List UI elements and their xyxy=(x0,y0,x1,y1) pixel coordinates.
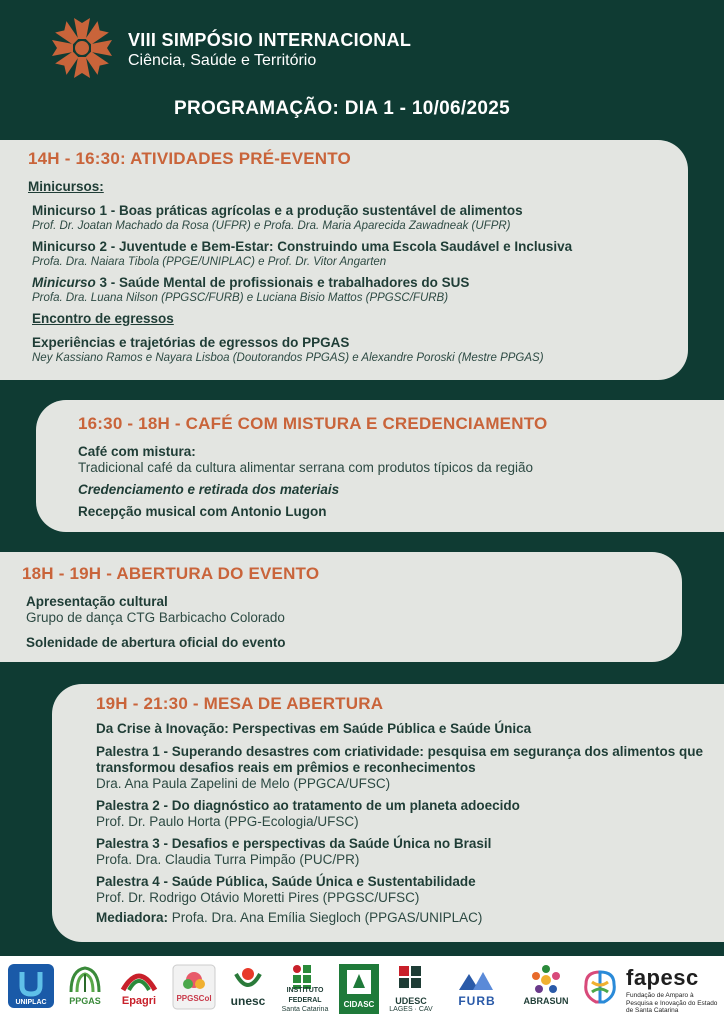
header xyxy=(0,0,724,140)
sponsor-label: PPGAS xyxy=(69,996,101,1006)
ppgas-logo-icon xyxy=(65,964,105,994)
event-logo-icon xyxy=(48,14,116,82)
sponsor-ppgscol xyxy=(170,964,218,1018)
cafe-description: Tradicional café da cultura alimentar serrana com produtos típicos da região xyxy=(78,460,533,475)
section-pre-event xyxy=(0,140,688,380)
sponsor-label: ABRASUN xyxy=(523,996,569,1006)
minicurso-title: Minicurso 2 - Juventude e Bem-Estar: Construindo uma Escola Saudável e Inclusiva xyxy=(32,239,573,254)
minicurso-2 xyxy=(32,239,678,269)
unesc-logo-icon xyxy=(230,966,266,996)
section-title: 16:30 - 18H - CAFÉ COM MISTURA E CREDENCIAMENTO xyxy=(78,414,548,433)
palestra-title: Palestra 4 - Saúde Pública, Saúde Única e Sustentabilidade xyxy=(96,874,476,889)
day-title: PROGRAMAÇÃO: DIA 1 - 10/06/2025 xyxy=(174,98,510,119)
sponsor-epagri xyxy=(114,964,164,1018)
udesc-logo-icon xyxy=(399,966,423,988)
abrasun-logo-icon xyxy=(528,964,564,996)
sponsor-uniplac xyxy=(6,964,56,1018)
mesa-theme: Da Crise à Inovação: Perspectivas em Saúde Pública e Saúde Única xyxy=(96,721,532,736)
solenidade: Solenidade de abertura oficial do evento xyxy=(26,635,286,650)
sponsor-fapesc xyxy=(626,964,720,1018)
minicurso-title: Minicurso 1 - Boas práticas agrícolas e a produção sustentável de alimentos xyxy=(32,203,523,218)
palestra-title: Palestra 3 - Desafios e perspectivas da Saúde Única no Brasil xyxy=(96,836,492,851)
sponsor-udesc xyxy=(388,964,434,1018)
sponsor-label: unesc xyxy=(230,994,266,1008)
sponsor-abrasun xyxy=(516,964,576,1018)
apresentacao-title: Apresentação cultural xyxy=(26,594,168,609)
minicurso-speakers: Profa. Dra. Luana Nilson (PPGSC/FURB) e Luciana Bisio Mattos (PPGSC/FURB) xyxy=(32,292,449,304)
minicurso-title-italic: Minicurso xyxy=(32,275,96,290)
epagri-logo-icon xyxy=(119,966,159,996)
palestra-4 xyxy=(96,874,711,906)
event-title: VIII SIMPÓSIO INTERNACIONAL xyxy=(128,30,412,50)
egressos-item xyxy=(32,335,678,365)
palestra-speaker: Prof. Dr. Paulo Horta (PPG-Ecologia/UFSC) xyxy=(96,814,359,829)
sponsor-unesc xyxy=(224,964,272,1018)
mediadora-name: Profa. Dra. Ana Emília Siegloch (PPGAS/UNIPLAC) xyxy=(168,910,483,925)
sponsor-label: UDESC xyxy=(395,996,427,1006)
minicurso-1 xyxy=(32,203,678,233)
cafe-title: Café com mistura: xyxy=(78,444,196,459)
egressos-title: Experiências e trajetórias de egressos do PPGAS xyxy=(32,335,350,350)
furb-logo-icon xyxy=(457,970,497,992)
palestra-1 xyxy=(96,744,711,792)
minicurso-3 xyxy=(32,275,678,305)
egressos-label: Encontro de egressos xyxy=(32,311,174,326)
sponsor-footer xyxy=(0,956,724,1024)
sponsor-label: Epagri xyxy=(121,995,157,1007)
sponsor-label: CIDASC xyxy=(343,1000,375,1009)
mediadora xyxy=(96,910,711,926)
sponsor-label: FURB xyxy=(458,994,496,1008)
palestra-speaker: Dra. Ana Paula Zapelini de Melo (PPGCA/UFSC) xyxy=(96,776,391,791)
sponsor-brain xyxy=(578,964,622,1018)
palestra-speaker: Profa. Dra. Claudia Turra Pimpão (PUC/PR) xyxy=(96,852,360,867)
minicurso-speakers: Profa. Dra. Naiara Tibola (PPGE/UNIPLAC) e Prof. Dr. Vitor Angarten xyxy=(32,256,387,268)
minicurso-title-rest: 3 - Saúde Mental de profissionais e trabalhadores do SUS xyxy=(95,275,470,290)
section-title: 18H - 19H - ABERTURA DO EVENTO xyxy=(22,564,320,583)
palestra-title: Palestra 1 - Superando desastres com criatividade: pesquisa em segurança dos alimentos que transformou desafios reais em prêmios e reconhecimentos xyxy=(96,744,703,775)
sponsor-cidasc xyxy=(336,964,382,1018)
palestra-2 xyxy=(96,798,711,830)
sponsor-sublabel: LAGES · CAV xyxy=(389,1006,433,1013)
section-title: 14H - 16:30: ATIVIDADES PRÉ-EVENTO xyxy=(28,149,351,168)
sponsor-furb xyxy=(446,964,508,1018)
sponsor-label: UNIPLAC xyxy=(15,999,47,1006)
apresentacao-description: Grupo de dança CTG Barbicacho Colorado xyxy=(26,610,285,625)
sponsor-ppgas xyxy=(60,964,110,1018)
section-title: 19H - 21:30 - MESA DE ABERTURA xyxy=(96,694,384,713)
apresentacao-item xyxy=(26,594,662,626)
event-subtitle: Ciência, Saúde e Território xyxy=(128,52,317,69)
fapesc-description: Fundação de Amparo à Pesquisa e Inovação do Estado de Santa Catarina xyxy=(626,992,718,1014)
fapesc-name: fapesc xyxy=(626,965,699,990)
sponsor-label: INSTITUTO FEDERAL xyxy=(286,987,324,1004)
egressos-speakers: Ney Kassiano Ramos e Nayara Lisboa (Doutorandos PPGAS) e Alexandre Poroski (Mestre PPGAS) xyxy=(32,352,544,364)
section-mesa xyxy=(52,684,724,942)
mediadora-label: Mediadora: xyxy=(96,910,169,925)
palestra-title: Palestra 2 - Do diagnóstico ao tratamento de um planeta adoecido xyxy=(96,798,520,813)
cafe-item xyxy=(78,444,708,476)
minicursos-label: Minicursos: xyxy=(28,179,104,194)
sponsor-label: PPGSCol xyxy=(176,994,212,1003)
minicurso-speakers: Prof. Dr. Joatan Machado da Rosa (UFPR) e Profa. Dra. Maria Aparecida Zawadneak (UFPR) xyxy=(32,220,511,232)
palestra-3 xyxy=(96,836,711,868)
minicurso-title xyxy=(32,275,678,291)
brain-logo-icon xyxy=(580,968,620,1008)
section-abertura xyxy=(0,552,682,662)
sponsor-sublabel: Santa Catarina xyxy=(281,1006,329,1013)
section-cafe xyxy=(36,400,724,532)
palestra-speaker: Prof. Dr. Rodrigo Otávio Moretti Pires (PPGSC/UFSC) xyxy=(96,890,420,905)
sponsor-if xyxy=(280,964,330,1018)
recepcao: Recepção musical com Antonio Lugon xyxy=(78,504,327,519)
credenciamento: Credenciamento e retirada dos materiais xyxy=(78,482,340,497)
